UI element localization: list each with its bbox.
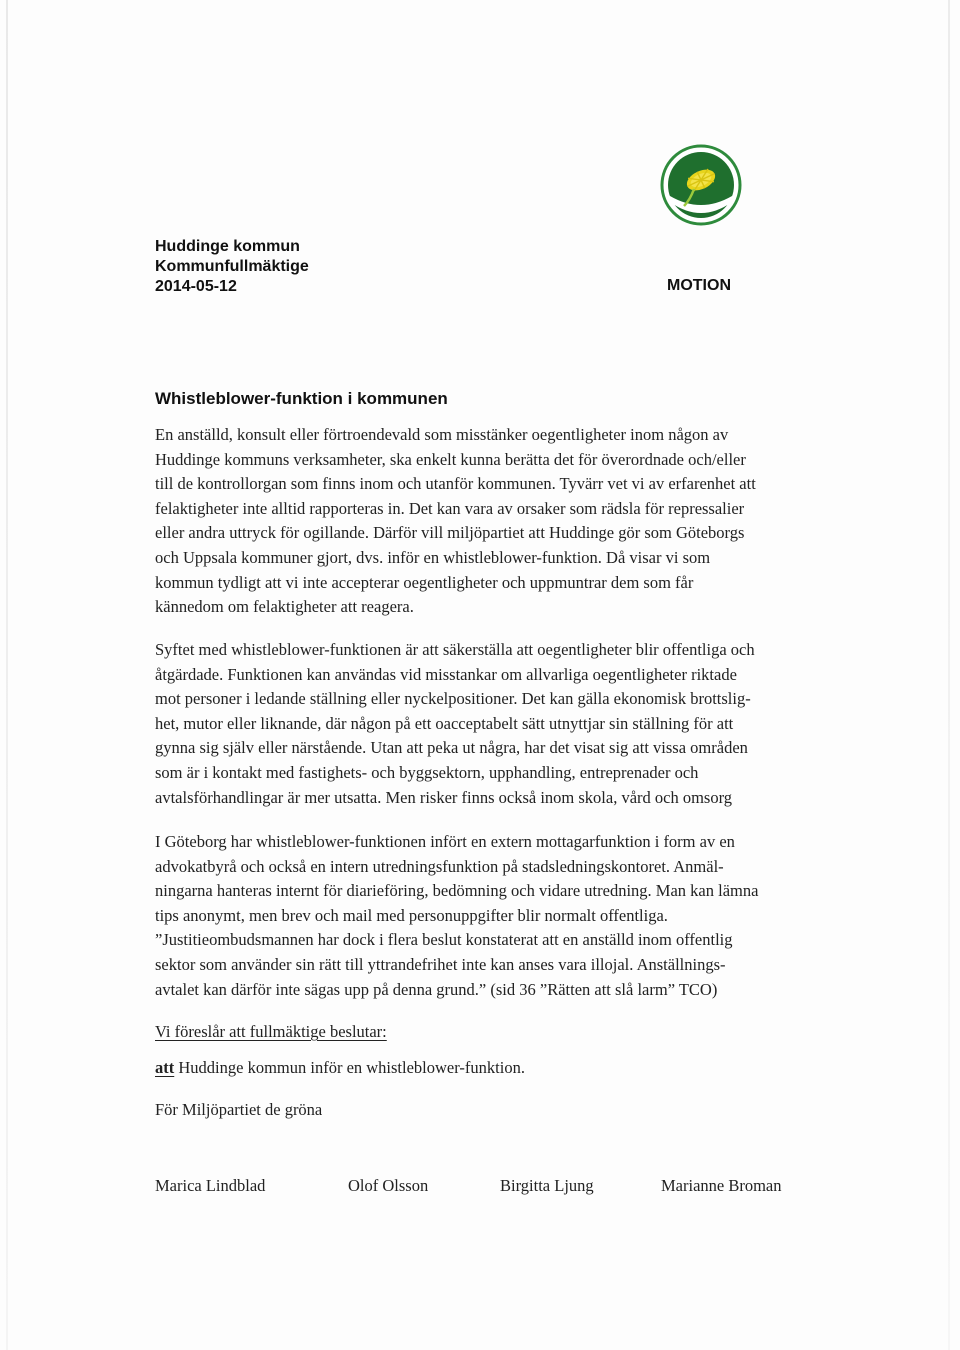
text-line: avtalsförhandlingar är mer utsatta. Men risker finns också inom skola, vård och omsorg (155, 787, 733, 807)
paragraph-goteborg-example (155, 830, 835, 1002)
proposal-heading: Vi föreslår att fullmäktige beslutar: (155, 1022, 387, 1041)
scan-edge-left (6, 0, 8, 1350)
municipality-name: Huddinge kommun (155, 238, 300, 255)
text-line: kommun tydligt att vi inte accepterar oegentligheter och uppmuntrar dem som får (155, 572, 694, 592)
att-keyword: att (155, 1058, 175, 1077)
signatory-name: Birgitta Ljung (500, 1176, 594, 1195)
signatory-name: Marica Lindblad (155, 1176, 266, 1195)
text-line: En anställd, konsult eller förtroendevald som misstänker oegentligheter inom någon av (155, 425, 729, 444)
paragraph-purpose (155, 638, 835, 810)
text-line: till de kontrollorgan som finns inom och utanför kommunen. Tyvärr vet vi av erfarenhet att (155, 474, 756, 494)
proposal-statement (155, 1058, 525, 1078)
text-line: åtgärdade. Funktionen kan användas vid misstankar om allvarliga oegentligheter riktade (155, 664, 737, 684)
text-line: Huddinge kommuns verksamheter, ska enkelt kunna berätta det för överordnade och/eller (155, 449, 746, 469)
text-line: avtalet kan därför inte sägas upp på denna grund.” (sid 36 ”Rätten att slå larm” TCO) (155, 979, 718, 999)
text-line: Syftet med whistleblower-funktionen är att säkerställa att oegentligheter blir offentliga och (155, 640, 755, 659)
text-line: och Uppsala kommuner gjort, dvs. inför en whistleblower-funktion. Då visar vi som (155, 547, 711, 567)
paragraph-introduction (155, 423, 835, 620)
text-line: mot personer i ledande ställning eller nyckelpositioner. Det kan gälla ekonomisk brottslig- (155, 689, 751, 709)
document-header (155, 237, 309, 297)
text-line: het, mutor eller liknande, där någon på ett oacceptabelt sätt utnyttjar sin ställning för att (155, 713, 734, 733)
document-title: Whistleblower-funktion i kommunen (155, 389, 448, 408)
text-line: kännedom om felaktigheter att reagera. (155, 597, 414, 617)
document-type-label: MOTION (667, 277, 731, 294)
text-line: ningarna hanteras internt för diarieföring, bedömning och vidare utredning. Man kan lämna (155, 881, 759, 901)
council-name: Kommunfullmäktige (155, 258, 309, 275)
text-line: felaktigheter inte alltid rapporteras in. Det kan vara av orsaker som rädsla för repressalier (155, 498, 745, 518)
signatory-name: Olof Olsson (348, 1176, 429, 1195)
text-line: sektor som använder sin rätt till yttrandefrihet inte kan anses vara illojal. Anställnings- (155, 954, 726, 974)
text-line: eller andra uttryck för ogillande. Därför vill miljöpartiet att Huddinge gör som Göteborgs (155, 523, 745, 543)
document-date: 2014-05-12 (155, 278, 237, 295)
text-line: I Göteborg har whistleblower-funktionen infört en extern mottagarfunktion i form av en (155, 832, 735, 851)
dandelion-logo-icon (660, 144, 742, 226)
text-line: ”Justitieombudsmannen har dock i flera beslut konstaterat att en anställd inom offentlig (155, 930, 733, 950)
scan-edge-right (948, 0, 950, 1350)
text-line: advokatbyrå och också en intern utredningsfunktion på stadsledningskontoret. Anmäl- (155, 856, 724, 876)
signatory-name: Marianne Broman (661, 1176, 782, 1195)
text-line: tips anonymt, men brev och mail med personuppgifter blir normalt offentliga. (155, 905, 668, 925)
text-line: som är i kontakt med fastighets- och byggsektorn, upphandling, entreprenader och (155, 762, 699, 782)
text-line: gynna sig själv eller närstående. Utan att peka ut några, har det visat sig att vissa områden (155, 738, 748, 758)
proposal-text: Huddinge kommun inför en whistleblower-funktion. (178, 1058, 525, 1077)
party-line: För Miljöpartiet de gröna (155, 1100, 323, 1119)
